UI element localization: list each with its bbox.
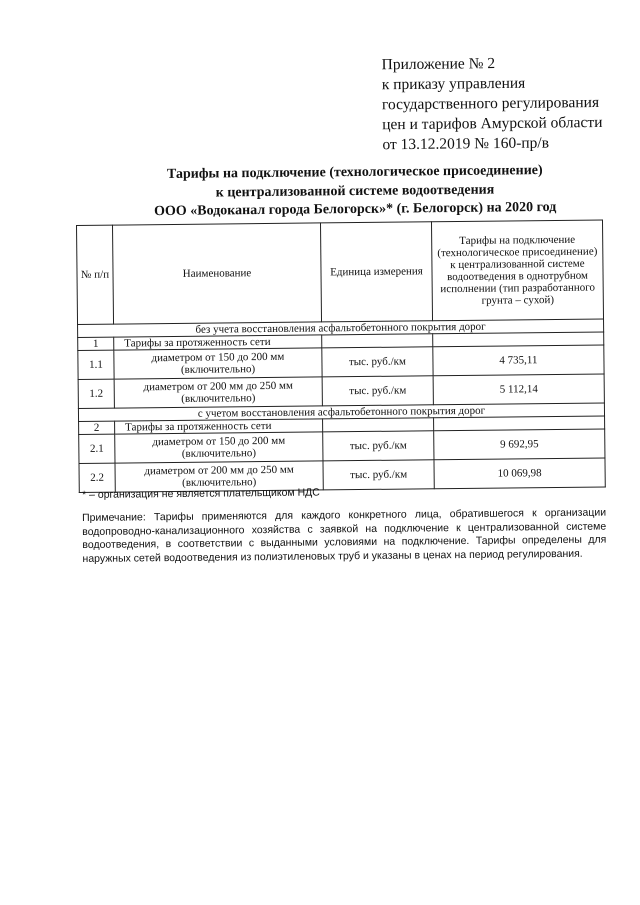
title-line: Тарифы на подключение (технологическое присоединение)	[166, 163, 543, 182]
row-unit: тыс. руб./км	[322, 347, 433, 377]
group-label: Тарифы за протяженность сети	[114, 335, 322, 350]
row-value: 10 069,98	[434, 458, 605, 489]
group-num: 1	[78, 337, 114, 350]
row-unit: тыс. руб./км	[322, 376, 433, 406]
tariff-table	[76, 219, 606, 493]
header-num: № п/п	[77, 225, 114, 324]
table-header-row	[77, 220, 604, 325]
appendix-block	[381, 53, 622, 156]
header-name: Наименование	[113, 223, 322, 324]
section-title: с учетом восстановления асфальтобетонного покрытия дорог	[78, 403, 604, 422]
title-line: ООО «Водоканал города Белогорск»* (г. Белогорск) на 2020 год	[154, 199, 557, 220]
appendix-line: к приказу управления	[381, 74, 526, 94]
title-line: к централизованной системе водоотведения	[215, 182, 495, 200]
row-value: 4 735,11	[433, 345, 604, 376]
header-tariff: Тарифы на подключение (технологическое присоединение) к централизованной системе водоотведения в однотрубном исполнении (тип разработанного грунта – сухой)	[431, 220, 603, 321]
appendix-line: государственного регулирования	[381, 93, 600, 114]
group-label: Тарифы за протяженность сети	[115, 419, 323, 434]
row-num: 2.1	[79, 434, 115, 463]
row-unit: тыс. руб./км	[323, 431, 434, 461]
tariff-table-wrapper	[76, 219, 605, 492]
row-name: диаметром от 200 мм до 250 мм (включительно)	[114, 377, 322, 408]
section-title: без учета восстановления асфальтобетонного покрытия дорог	[78, 319, 604, 338]
row-unit: тыс. руб./км	[323, 460, 434, 490]
row-name: диаметром от 150 до 200 мм (включительно)	[115, 432, 323, 463]
document-title	[100, 161, 611, 222]
row-name: диаметром от 150 до 200 мм (включительно)	[114, 348, 322, 379]
row-num: 2.2	[79, 463, 115, 492]
row-value: 9 692,95	[434, 429, 605, 460]
header-unit: Единица измерения	[320, 222, 432, 322]
row-name: диаметром от 200 мм до 250 мм (включительно)	[115, 461, 323, 492]
row-num: 1.1	[78, 350, 114, 379]
footnote: * – организация не является плательщиком НДС	[82, 486, 320, 501]
group-num: 2	[79, 421, 115, 434]
appendix-line: Приложение № 2	[381, 55, 496, 74]
appendix-line: цен и тарифов Амурской области	[382, 113, 603, 134]
note-paragraph: Примечание: Тарифы применяются для каждого конкретного лица, обратившегося к организации водопроводно-канализационного хозяйства с заявкой на подключение к централизованной системе водоотведения, в соответствии с выданными условиями на подключение. Тарифы определены для наружных сетей водоотведения из полиэтиленовых труб и указаны в ценах на период регулирования.	[82, 506, 607, 565]
appendix-line: от 13.12.2019 № 160-пр/в	[382, 134, 550, 154]
row-value: 5 112,14	[433, 374, 604, 405]
row-num: 1.2	[78, 379, 114, 408]
